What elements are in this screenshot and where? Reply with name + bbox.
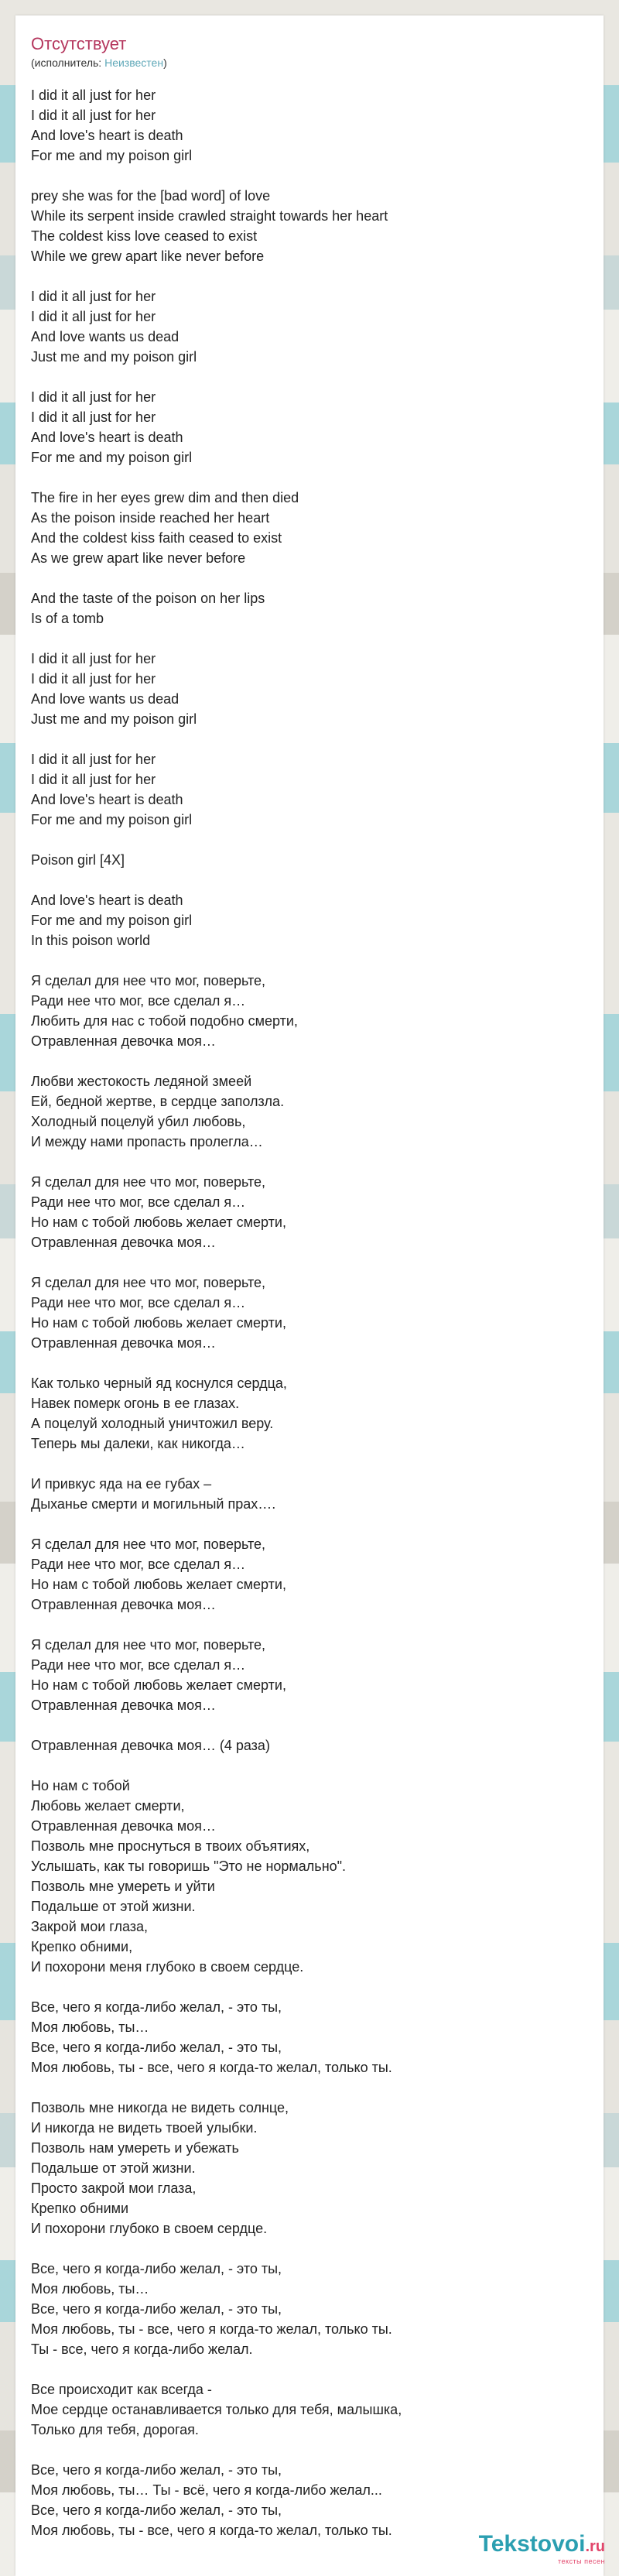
lyric-line: И похорони глубоко в своем сердце. [31, 2221, 268, 2236]
lyric-line: Моя любовь, ты… [31, 2019, 149, 2035]
lyric-line: И похорони меня глубоко в своем сердце. [31, 1959, 304, 1975]
lyric-line: And love's heart is death [31, 892, 183, 908]
lyric-line: Just me and my poison girl [31, 349, 197, 365]
lyrics-stanza [31, 1474, 588, 1514]
lyric-line: Крепко обними, [31, 1939, 133, 1954]
lyrics-stanza [31, 1635, 588, 1715]
lyric-line: Ради нее что мог, все сделал я… [31, 1295, 246, 1310]
lyrics-stanza [31, 1172, 588, 1252]
song-title: Отсутствует [31, 34, 127, 53]
lyric-line: Любви жестокость ледяной змеей [31, 1074, 252, 1089]
lyrics-stanza [31, 286, 588, 367]
lyric-line: I did it all just for her [31, 772, 156, 787]
lyric-line: Подальше от этой жизни. [31, 2160, 196, 2176]
lyric-line: Все, чего я когда-либо желал, - это ты, [31, 2462, 282, 2478]
lyric-line: Позволь мне никогда не видеть солнце, [31, 2100, 289, 2115]
lyric-line: Но нам с тобой [31, 1778, 130, 1793]
lyric-line: Отравленная девочка моя… (4 раза) [31, 1738, 270, 1753]
lyric-line: I did it all just for her [31, 409, 156, 425]
lyrics-stanza [31, 1997, 588, 2078]
lyric-line: Любовь желает смерти, [31, 1798, 185, 1814]
lyric-line: In this poison world [31, 933, 151, 948]
lyrics-stanza [31, 971, 588, 1051]
lyric-line: For me and my poison girl [31, 450, 193, 465]
lyrics-stanza [31, 2259, 588, 2359]
lyric-line: For me and my poison girl [31, 812, 193, 827]
lyric-line: And love wants us dead [31, 329, 180, 344]
lyric-line: Ей, бедной жертве, в сердце заползла. [31, 1094, 285, 1109]
lyrics-stanza [31, 649, 588, 729]
lyric-line: And love's heart is death [31, 128, 183, 143]
lyric-line: Дыханье смерти и могильный прах…. [31, 1496, 276, 1512]
site-logo-text [479, 2532, 605, 2559]
lyric-line: As we grew apart like never before [31, 550, 246, 566]
lyric-line: Мое сердце останавливается только для тебя, малышка, [31, 2402, 402, 2417]
lyric-line: Ради нее что мог, все сделал я… [31, 1557, 246, 1572]
lyric-line: While we grew apart like never before [31, 248, 265, 264]
lyric-line: Ты - все, чего я когда-либо желал. [31, 2341, 253, 2357]
lyric-line: prey she was for the [bad word] of love [31, 188, 271, 204]
lyric-line: Отравленная девочка моя… [31, 1335, 216, 1351]
lyric-line: Я сделал для нее что мог, поверьте, [31, 1275, 266, 1290]
lyric-line: I did it all just for her [31, 108, 156, 123]
lyrics-stanza [31, 850, 588, 870]
lyric-line: I did it all just for her [31, 671, 156, 687]
lyric-line: I did it all just for her [31, 309, 156, 324]
lyric-line: The coldest kiss love ceased to exist [31, 228, 258, 244]
lyric-line: Я сделал для нее что мог, поверьте, [31, 1637, 266, 1653]
lyric-line: Услышать, как ты говоришь "Это не нормально". [31, 1858, 347, 1874]
lyric-line: I did it all just for her [31, 752, 156, 767]
lyric-line: Моя любовь, ты - все, чего я когда-то желал, только ты. [31, 2060, 392, 2075]
artist-prefix: (исполнитель: [31, 57, 105, 69]
lyric-line: Моя любовь, ты - все, чего я когда-то желал, только ты. [31, 2523, 392, 2538]
lyric-line: И никогда не видеть твоей улыбки. [31, 2120, 258, 2136]
lyric-line: Is of a tomb [31, 611, 104, 626]
lyric-line: I did it all just for her [31, 87, 156, 103]
lyrics-stanza [31, 749, 588, 830]
lyric-line: And the coldest kiss faith ceased to exist [31, 530, 282, 546]
lyric-line: And the taste of the poison on her lips [31, 591, 265, 606]
lyric-line: Но нам с тобой любовь желает смерти, [31, 1315, 286, 1331]
lyric-line: Я сделал для нее что мог, поверьте, [31, 973, 266, 988]
lyric-line: Я сделал для нее что мог, поверьте, [31, 1174, 266, 1190]
lyric-line: And love wants us dead [31, 691, 180, 707]
artist-link[interactable]: Неизвестен [104, 57, 164, 69]
lyrics-stanza [31, 2098, 588, 2239]
lyric-line: Подальше от этой жизни. [31, 1899, 196, 1914]
lyric-line: Я сделал для нее что мог, поверьте, [31, 1536, 266, 1552]
site-tagline: тексты песен [557, 2557, 605, 2565]
lyrics-stanza [31, 890, 588, 951]
lyric-line: Позволь мне умереть и уйти [31, 1879, 215, 1894]
lyric-line: Позволь мне проснуться в твоих объятиях, [31, 1838, 310, 1854]
lyric-line: Отравленная девочка моя… [31, 1818, 216, 1834]
lyric-line: And love's heart is death [31, 430, 183, 445]
lyric-line: Но нам с тобой любовь желает смерти, [31, 1677, 286, 1693]
lyric-line: Отравленная девочка моя… [31, 1597, 216, 1612]
lyric-line: Закрой мои глаза, [31, 1919, 149, 1934]
lyric-line: Все, чего я когда-либо желал, - это ты, [31, 2040, 282, 2055]
lyric-line: Навек померк огонь в ее глазах. [31, 1396, 240, 1411]
lyric-line: Ради нее что мог, все сделал я… [31, 1194, 246, 1210]
lyrics-body [31, 85, 588, 2561]
lyric-line: Теперь мы далеки, как никогда… [31, 1436, 245, 1451]
lyric-line: While its serpent inside crawled straight towards her heart [31, 208, 388, 224]
site-logo[interactable] [479, 2532, 605, 2565]
lyric-line: Моя любовь, ты - все, чего я когда-то желал, только ты. [31, 2321, 392, 2337]
lyric-line: Любить для нас с тобой подобно смерти, [31, 1013, 298, 1029]
lyric-line: Только для тебя, дорогая. [31, 2422, 199, 2437]
site-logo-name: Tekstovoi [478, 2531, 586, 2557]
lyric-line: И между нами пропасть пролегла… [31, 1134, 263, 1149]
lyrics-stanza [31, 1735, 588, 1756]
lyric-line: Но нам с тобой любовь желает смерти, [31, 1214, 286, 1230]
lyric-line: For me and my poison girl [31, 913, 193, 928]
lyrics-stanza [31, 2460, 588, 2540]
lyric-line: Poison girl [4X] [31, 852, 125, 868]
lyric-line: Just me and my poison girl [31, 711, 197, 727]
site-logo-tld: .ru [585, 2538, 605, 2555]
lyrics-stanza [31, 85, 588, 166]
lyric-line: Все, чего я когда-либо желал, - это ты, [31, 2301, 282, 2317]
lyric-line: Отравленная девочка моя… [31, 1235, 216, 1250]
artist-suffix: ) [163, 57, 167, 69]
lyric-line: I did it all just for her [31, 289, 156, 304]
lyrics-stanza [31, 387, 588, 468]
lyrics-stanza [31, 588, 588, 629]
lyric-line: Холодный поцелуй убил любовь, [31, 1114, 246, 1129]
lyrics-stanza [31, 1373, 588, 1454]
lyric-line: For me and my poison girl [31, 148, 193, 163]
lyrics-stanza [31, 488, 588, 568]
lyric-line: Все, чего я когда-либо желал, - это ты, [31, 1999, 282, 2015]
lyrics-stanza [31, 1071, 588, 1152]
lyric-line: I did it all just for her [31, 389, 156, 405]
lyric-line: Все, чего я когда-либо желал, - это ты, [31, 2502, 282, 2518]
artist-line [31, 56, 167, 70]
lyric-line: Ради нее что мог, все сделал я… [31, 1657, 246, 1673]
lyric-line: Просто закрой мои глаза, [31, 2180, 197, 2196]
lyric-line: As the poison inside reached her heart [31, 510, 270, 526]
lyric-line: Все, чего я когда-либо желал, - это ты, [31, 2261, 282, 2276]
lyric-line: Моя любовь, ты… Ты - всё, чего я когда-либо желал... [31, 2482, 382, 2498]
lyrics-stanza [31, 186, 588, 266]
lyric-line: Но нам с тобой любовь желает смерти, [31, 1577, 286, 1592]
lyric-line: And love's heart is death [31, 792, 183, 807]
lyric-line: Как только черный яд коснулся сердца, [31, 1375, 287, 1391]
lyrics-stanza [31, 1273, 588, 1353]
lyrics-stanza [31, 1776, 588, 1977]
lyric-line: I did it all just for her [31, 651, 156, 666]
lyric-line: The fire in her eyes grew dim and then died [31, 490, 299, 505]
lyrics-stanza [31, 2379, 588, 2440]
lyric-line: Позволь нам умереть и убежать [31, 2140, 239, 2156]
lyrics-stanza [31, 1534, 588, 1615]
lyric-line: Крепко обними [31, 2201, 129, 2216]
lyric-line: И привкус яда на ее губах – [31, 1476, 212, 1492]
lyric-line: Отравленная девочка моя… [31, 1033, 216, 1049]
lyric-line: А поцелуй холодный уничтожил веру. [31, 1416, 274, 1431]
lyric-line: Все происходит как всегда - [31, 2382, 212, 2397]
lyrics-page [15, 15, 604, 2576]
lyric-line: Ради нее что мог, все сделал я… [31, 993, 246, 1009]
lyric-line: Отравленная девочка моя… [31, 1697, 216, 1713]
lyric-line: Моя любовь, ты… [31, 2281, 149, 2297]
